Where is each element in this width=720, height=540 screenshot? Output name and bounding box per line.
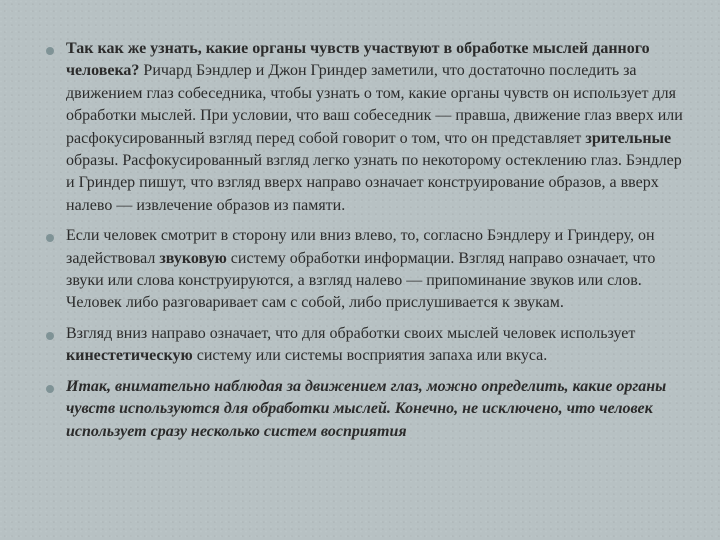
bullet-text: Взгляд вниз направо означает, что для обработки своих мыслей человек использует [66, 324, 636, 342]
bullet-conclusion-italic: Итак, внимательно наблюдая за движением глаз, можно определить, какие органы чувств используются для обработки мыслей. Конечно, не исключено, что человек использует сразу несколько систем восприятия [66, 377, 667, 440]
bullet-text: систему или системы восприятия запаха или вкуса. [192, 347, 548, 365]
bullet-text: Если человек смотрит в сторону или вниз влево, то, согласно Бэндлеру и Гриндеру, он задействовал [66, 227, 655, 267]
bullet-text: систему обработки информации. Взгляд направо означает, что звуки или слова конструируются, а взгляд налево — припоминание звуков или слов. Человек либо разговаривает сам с собой, либо прислушивается к звукам. [66, 249, 656, 312]
bullet-paragraph [66, 225, 694, 315]
bullet-lead-bold: Так как же узнать, какие органы чувств участвуют в обработке мыслей данного человека? [66, 40, 650, 80]
bullet-item [44, 38, 694, 217]
bullet-paragraph [66, 38, 694, 217]
bullet-dot-icon [46, 385, 54, 393]
bullet-text: образы. Расфокусированный взгляд легко узнать по некоторому остеклению глаз. Бэндлер и Гриндер пишут, что взгляд вверх направо означает конструирование образов, а вверх налево — извлечение образов из памяти. [66, 152, 682, 214]
bullet-dot-icon [46, 234, 54, 242]
bullet-dot-icon [46, 47, 54, 55]
bullet-item [44, 225, 694, 315]
emphasis-word: звуковую [159, 249, 227, 267]
bullet-item [44, 323, 694, 368]
emphasis-word: кинестетическую [66, 347, 193, 365]
bullet-item [44, 376, 694, 443]
bullet-dot-icon [46, 332, 54, 340]
bullet-list [44, 38, 694, 451]
emphasis-word: зрительные [585, 129, 672, 147]
bullet-text: Ричард Бэндлер и Джон Гриндер заметили, что достаточно последить за движением глаз собеседника, чтобы узнать о том, какие органы чувств он использует для обработки мыслей. При условии, что ваш собеседник — правша, движение глаз вверх или расфокусированный взгляд перед собой говорит о том, что он представляет [66, 62, 683, 147]
bullet-paragraph [66, 323, 694, 368]
